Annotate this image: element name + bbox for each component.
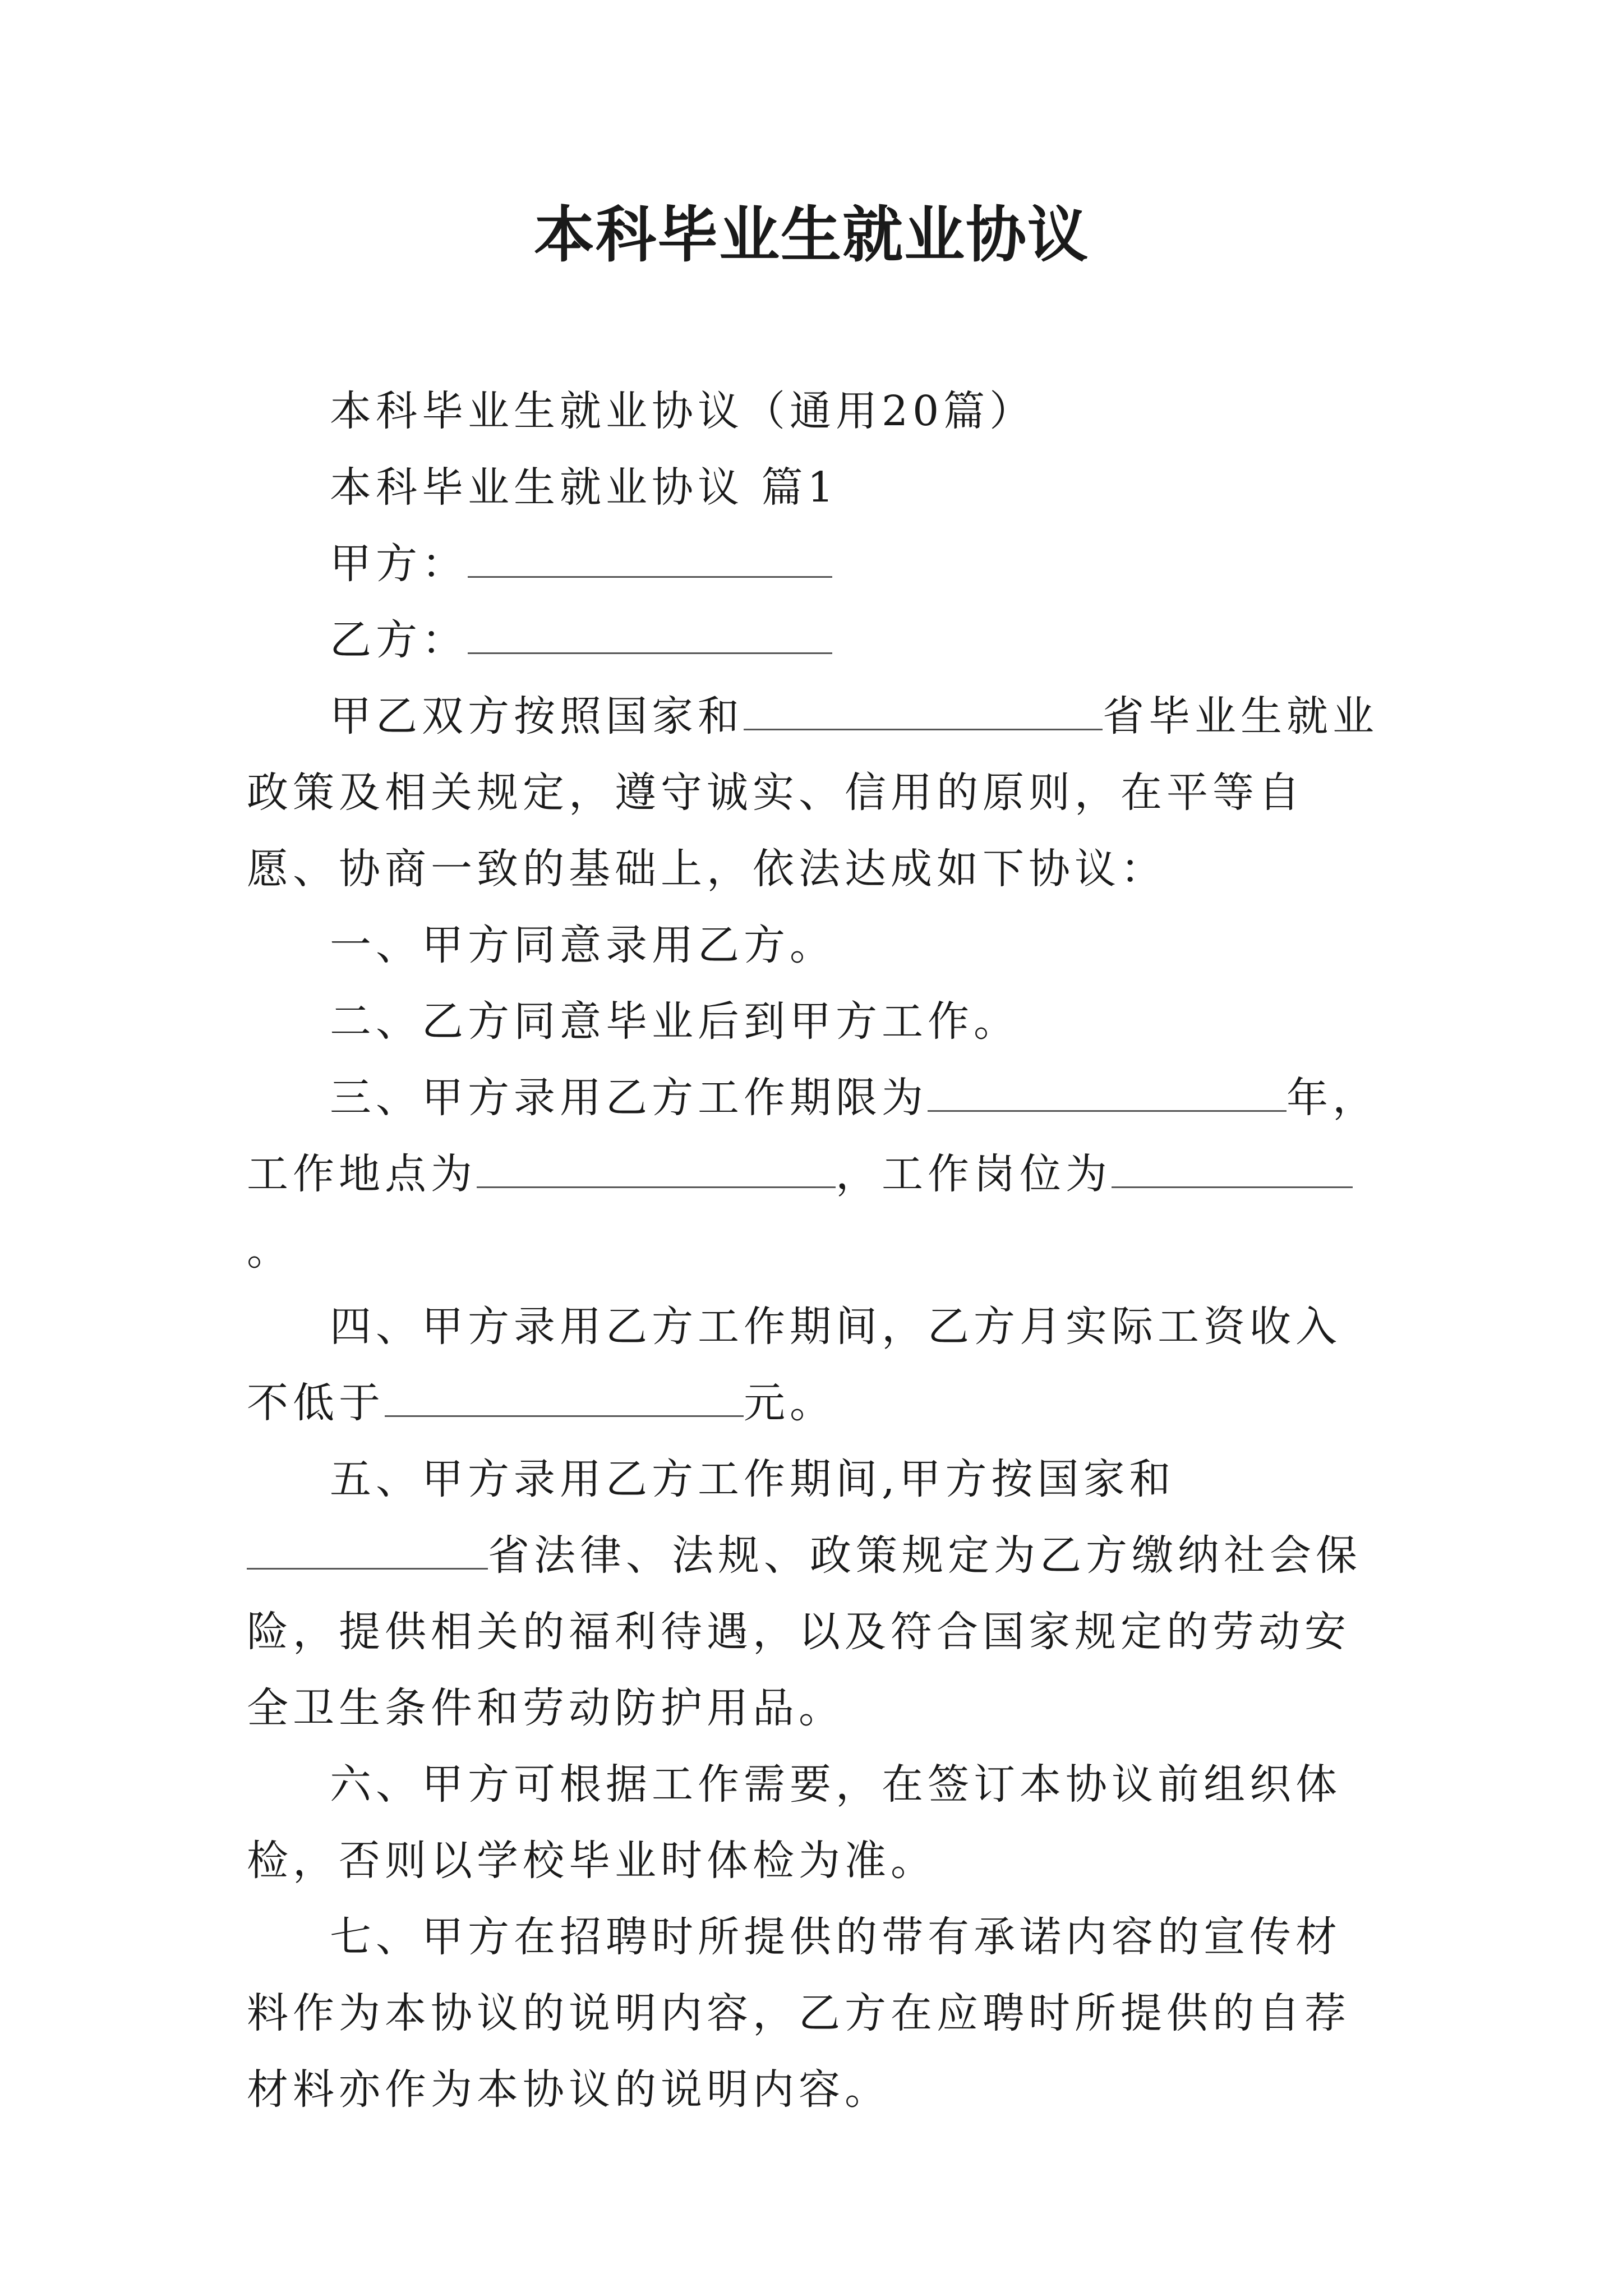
party-b-label: 乙方： bbox=[330, 616, 468, 664]
clause-3-text-4: 。 bbox=[247, 1226, 293, 1274]
party-b-blank bbox=[468, 611, 832, 654]
clause-3 bbox=[247, 1060, 1380, 1289]
clause-3-text-3: ，工作岗位为 bbox=[836, 1150, 1112, 1198]
party-a-label: 甲方： bbox=[330, 540, 468, 588]
clause-3-text-1: 三、甲方录用乙方工作期限为 bbox=[330, 1074, 928, 1122]
section-heading: 本科毕业生就业协议 篇1 bbox=[330, 463, 838, 512]
clause-5-text-2: 省法律、法规、政策规定为乙方缴纳社会保险，提供相关的福利待遇，以及符合国家规定的劳动安全卫生条件和劳动防护用品。 bbox=[247, 1531, 1362, 1732]
document-body bbox=[247, 373, 1380, 2128]
document-title: 本科毕业生就业协议 bbox=[533, 200, 1089, 270]
clause-4-text-2: 元。 bbox=[744, 1379, 836, 1427]
position-blank bbox=[1112, 1145, 1353, 1188]
intro-text-2: 省毕业生就业政策及相关规定，遵守诚实、信用的原则，在平等自愿、协商一致的基础上，依法达成如下协议： bbox=[247, 692, 1378, 893]
clause-1: 一、甲方同意录用乙方。 bbox=[330, 921, 836, 969]
wage-blank bbox=[385, 1374, 744, 1417]
province-blank bbox=[744, 687, 1103, 730]
document-subtitle: 本科毕业生就业协议（通用20篇） bbox=[330, 387, 1036, 435]
clause-4 bbox=[247, 1289, 1380, 1441]
clause-3-text-2: 年，工作地点为 bbox=[247, 1074, 1378, 1198]
clause-4-text-1: 四、甲方录用乙方工作期间，乙方月实际工资收入不低于 bbox=[247, 1303, 1341, 1427]
party-a-blank bbox=[468, 535, 832, 578]
party-b-line bbox=[247, 602, 1380, 678]
party-a-line bbox=[247, 526, 1380, 602]
clause-5-text-1: 五、甲方录用乙方工作期间,甲方按国家和 bbox=[330, 1455, 1175, 1503]
location-blank bbox=[477, 1145, 836, 1188]
intro-paragraph bbox=[247, 678, 1380, 907]
clause-6: 六、甲方可根据工作需要，在签订本协议前组织体检，否则以学校毕业时体检为准。 bbox=[247, 1760, 1341, 1885]
province-blank-2 bbox=[247, 1526, 488, 1570]
intro-text-1: 甲乙双方按照国家和 bbox=[330, 692, 744, 740]
clause-2: 二、乙方同意毕业后到甲方工作。 bbox=[330, 997, 1020, 1046]
clause-7: 七、甲方在招聘时所提供的带有承诺内容的宣传材料作为本协议的说明内容，乙方在应聘时所提供的自荐材料亦作为本协议的说明内容。 bbox=[247, 1913, 1350, 2114]
term-blank bbox=[928, 1069, 1287, 1112]
clause-5 bbox=[247, 1441, 1380, 1746]
